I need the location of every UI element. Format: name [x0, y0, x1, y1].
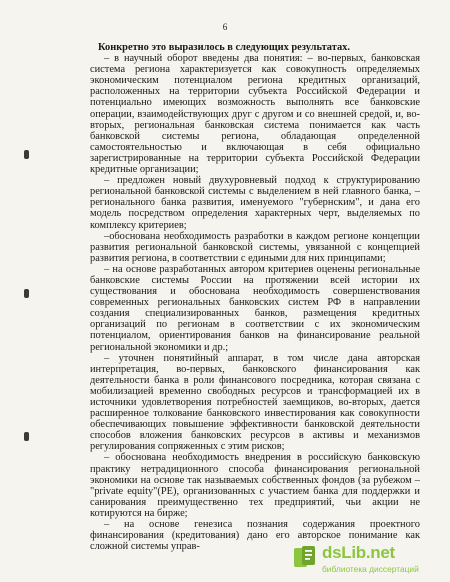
dslib-logo-icon: [292, 544, 318, 570]
binder-hole-mark: [24, 289, 29, 298]
body-text: [90, 42, 420, 552]
site-watermark: [292, 542, 442, 578]
binder-hole-mark: [24, 150, 29, 159]
result-paragraph: – обоснована необходимость внедрения в российскую банковскую практику нетрадиционного способа финансирования региональной экономики на основе так называемых собственных фондов (за рубежом – "private equity"(PE), организованных с участием банка для поддержки и санирования преимущественно тех предприятий, чьи акции не котируются на бирже;: [90, 452, 420, 519]
watermark-caption: библиотека диссертаций: [322, 564, 419, 574]
page-number: 6: [222, 22, 228, 32]
result-paragraph: –обоснована необходимость разработки в каждом регионе концепции развития региональной банковской системы, увязанной с концепцией развития региона, в соответствии с едиными для них принципами;: [90, 230, 420, 264]
section-heading: Конкретно это выразилось в следующих результатах.: [98, 42, 350, 53]
result-paragraph: – уточнен понятийный аппарат, в том числе дана авторская интерпретация, во-первых, банковского финансирования как деятельности банка в роли финансового посредника, которая связана с мобилизацией временно свободных ресурсов и трансформацией их в источники удовлетворения потребностей заемщиков, во-вторых, дается расширенное толкование банковского инвестирования как совокупности обеспечивающих повышение эффективности банковской деятельности способов вложения банковских ресурсов в активы и механизмов регулирования сопряженных с этим рисков;: [90, 352, 420, 453]
result-paragraph: – на основе разработанных автором критериев оценены региональные банковские системы России на протяжении всей истории их существования и обоснована необходимость совершенствования современных региональных банковских систем РФ в направлении создания специализированных банков, размещения кредитных организаций по регионам в соответствии с их экономическим потенциалом, ориентирования банков на финансирование реальной региональной экономики и др.;: [90, 263, 420, 353]
watermark-site-name[interactable]: dsLib.net: [322, 543, 395, 562]
result-paragraph: – предложен новый двухуровневый подход к структурированию региональной банковской системы с выделением в ней главного банка, – регионального банка развития, именуемого "губернским", и дана его модель посредством определения характерных черт, выделяемых по комплексу критериев;: [90, 175, 420, 231]
result-paragraph: – на основе генезиса познания содержания проектного финансирования (кредитования) дано его авторское понимание как сложной системы управ-: [90, 519, 420, 553]
binder-hole-mark: [24, 432, 29, 441]
result-paragraph: – в научный оборот введены два понятия: – во-первых, банковская система региона характеризуется как совокупность определяемых экономическим потенциалом региона кредитных организаций, расположенных на территории субъекта Российской Федерации и потенциально имеющих возможность выполнять все банковские операции, взаимодействующих друг с другом и со внешней средой, и, во-вторых, региональная банковская система понимается как часть банковской системы региона, обладающая определенной самостоятельностью и включающая в себя официально зарегистрированные на территории субъекта Российской Федерации кредитные организации;: [90, 53, 420, 176]
